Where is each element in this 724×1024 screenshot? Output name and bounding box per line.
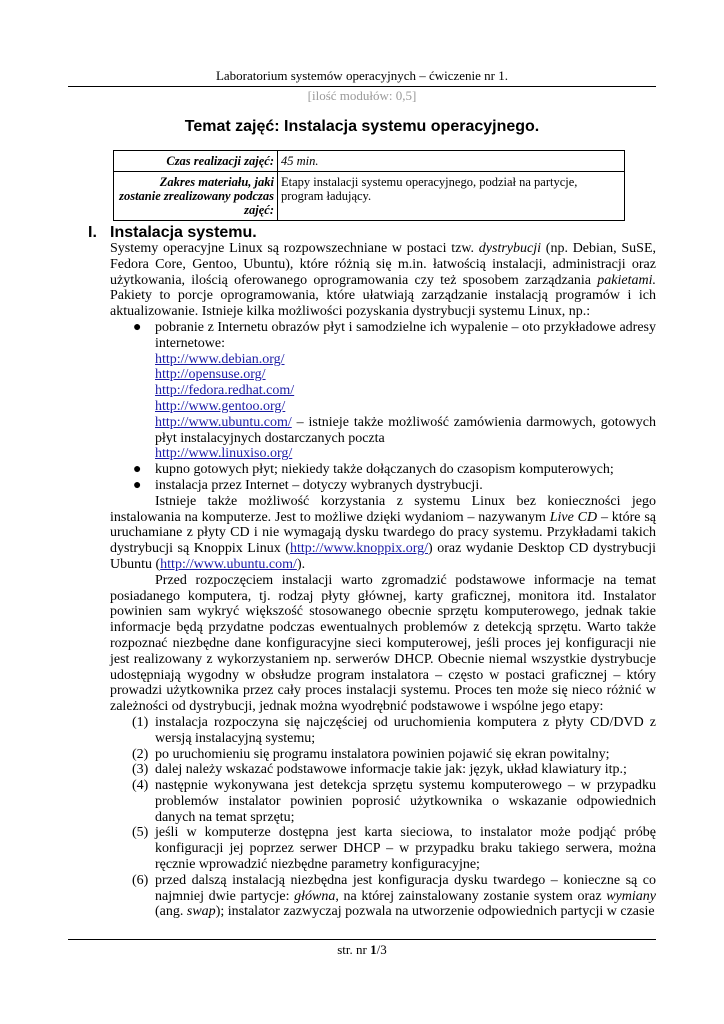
page-title: Temat zajęć: Instalacja systemu operacyjnego. bbox=[184, 118, 540, 135]
text: , na której zainstalowany zostanie system oraz bbox=[335, 888, 607, 904]
bullet-icon: ● bbox=[133, 462, 142, 478]
list-item bbox=[110, 478, 656, 494]
list-item bbox=[110, 778, 656, 825]
text: Pakiety to porcje oprogramowania, które ułatwiają zarządzanie instalacją programów i ich aktualizowanie. Istnieje kilka możliwości pozyskania dystrybucji systemu Linux, np.: bbox=[110, 288, 656, 320]
list-item bbox=[110, 320, 656, 462]
footer-divider bbox=[68, 939, 656, 940]
bullet-icon: ● bbox=[133, 319, 142, 335]
link-ubuntu[interactable]: http://www.ubuntu.com/ bbox=[155, 414, 292, 430]
intro-paragraph bbox=[110, 241, 656, 320]
emphasis: swap bbox=[186, 904, 216, 920]
list-item bbox=[110, 747, 656, 763]
step-number: (2) bbox=[132, 746, 149, 762]
emphasis: główna bbox=[294, 888, 336, 904]
link-opensuse[interactable]: http://opensuse.org/ bbox=[155, 367, 266, 383]
current-page: 1 bbox=[370, 942, 377, 957]
link-ubuntu-desktop[interactable]: http://www.ubuntu.com/ bbox=[160, 556, 297, 572]
table-key: Czas realizacji zajęć: bbox=[114, 151, 278, 172]
text: (ang. bbox=[155, 904, 187, 920]
list-item bbox=[110, 462, 656, 478]
step-number: (1) bbox=[132, 714, 149, 730]
link-fedora[interactable]: http://fedora.redhat.com/ bbox=[155, 383, 295, 399]
info-table bbox=[113, 150, 625, 221]
list-item bbox=[110, 873, 656, 920]
list-item bbox=[110, 825, 656, 872]
emphasis: wymiany bbox=[606, 888, 656, 904]
step-number: (3) bbox=[132, 762, 149, 778]
bullet-icon: ● bbox=[133, 477, 142, 493]
text: /3 bbox=[376, 942, 387, 957]
bullet-list bbox=[110, 320, 656, 494]
text: następnie wykonywana jest detekcja sprzętu systemu komputerowego – w przypadku problemów instalator powinien poprosić użytkownika o wskazanie odpowiednich danych na temat sprzętu; bbox=[155, 778, 656, 825]
link-debian[interactable]: http://www.debian.org/ bbox=[155, 351, 285, 367]
text: ). bbox=[296, 556, 306, 572]
section-heading bbox=[88, 224, 257, 242]
emphasis: dystrybucji bbox=[478, 241, 542, 256]
text: – istnieje także możliwość zamówienia darmowych, gotowych płyt instalacyjnych dostarczanych poczta bbox=[155, 414, 656, 446]
text: po uruchomieniu się programu instalatora powinien pojawić się ekran powitalny; bbox=[155, 746, 610, 762]
table-row bbox=[114, 151, 625, 172]
section-title: Instalacja systemu. bbox=[110, 224, 257, 241]
text: przed dalszą instalacją niezbędna jest konfiguracja dysku twardego – konieczne są co najmniej dwie partycje: bbox=[155, 872, 656, 904]
emphasis: Live CD bbox=[549, 509, 598, 525]
list-item bbox=[110, 762, 656, 778]
link-linuxiso[interactable]: http://www.linuxiso.org/ bbox=[155, 446, 293, 462]
step-number: (4) bbox=[132, 778, 149, 794]
list-item bbox=[110, 715, 656, 747]
text: jeśli w komputerze dostępna jest karta sieciowa, to instalator może podjąć próbę konfiguracji jej poprzez serwer DHCP – w przypadku braku takiego serwera, można ręcznie wprowadzić niezbędne parametry konfiguracyjne; bbox=[155, 825, 656, 873]
text: Istnieje także możliwość korzystania z systemu Linux bez konieczności jego instalowania na komputerze. Jest to możliwe dzięki wydaniom – nazywanym bbox=[110, 493, 656, 525]
text: str. nr bbox=[337, 942, 371, 957]
text: dalej należy wskazać podstawowe informacje takie jak: język, układ klawiatury itp.; bbox=[155, 762, 627, 778]
document-body bbox=[110, 241, 656, 920]
text: kupno gotowych płyt; niekiedy także dołączanych do czasopism komputerowych; bbox=[155, 462, 614, 478]
table-key: Zakres materiału, jaki zostanie zrealizowany podczas zajęć: bbox=[114, 172, 278, 221]
modules-count: [ilość modułów: 0,5] bbox=[307, 88, 417, 103]
text: instalacja przez Internet – dotyczy wybranych dystrybucji. bbox=[155, 477, 483, 493]
page-number bbox=[68, 942, 656, 958]
table-value: Etapy instalacji systemu operacyjnego, podział na partycje, program ładujący. bbox=[278, 172, 625, 221]
text: ); instalator zazwyczaj pozwala na utworzenie odpowiednich partycji w czasie bbox=[215, 904, 655, 920]
header-divider bbox=[68, 86, 656, 87]
text: (np. Debian, SuSE, Fedora Core, Gentoo, Ubuntu), które różnią się m.in. łatwością instalacji, administracji oraz użytkowania, ilością oferowanego oprogramowania czy też sposobem zarządzania bbox=[110, 241, 657, 288]
link-gentoo[interactable]: http://www.gentoo.org/ bbox=[155, 398, 286, 414]
table-row bbox=[114, 172, 625, 221]
emphasis: pakietami. bbox=[597, 272, 656, 288]
preparation-paragraph: Przed rozpoczęciem instalacji warto zgromadzić podstawowe informacje na temat posiadanego komputera, tj. rodzaj płyty głównej, karty graficznej, monitora itd. Instalator powinien sam wykryć większość stosowanego obecnie sprzętu komputerowego, jednak takie informacje będą przydatne podczas ewentualnych problemów z detekcją sprzętu. Warto także rozpoznać niezbędne dane konfiguracyjne sieci komputerowej, jeśli proces jej konfiguracji nie jest realizowany z wykorzystaniem np. serwerów DHCP. Obecnie niemal wszystkie dystrybucje udostępniają wygodny w obsłudze program instalatora – często w postaci graficznej – który prowadzi użytkownika przez cały proces instalacji systemu. Proces ten może się nieco różnić w zależności od dystrybucji, jednak można wyodrębnić podstawowe i wspólne jego etapy: bbox=[110, 572, 656, 715]
running-header: Laboratorium systemów operacyjnych – ćwiczenie nr 1. bbox=[215, 68, 509, 83]
text: ) oraz wydanie Desktop CD dystrybucji Ubuntu ( bbox=[110, 541, 656, 572]
text: Systemy operacyjne Linux są rozpowszechniane w postaci tzw. bbox=[110, 241, 479, 256]
steps-list bbox=[110, 715, 656, 920]
step-number: (5) bbox=[132, 825, 149, 841]
link-list bbox=[155, 352, 656, 415]
livecd-paragraph bbox=[110, 494, 656, 573]
link-knoppix[interactable]: http://www.knoppix.org/ bbox=[289, 541, 428, 557]
section-number: I. bbox=[88, 224, 97, 241]
text: pobranie z Internetu obrazów płyt i samodzielne ich wypalenie – oto przykładowe adresy internetowe: bbox=[155, 319, 656, 351]
step-number: (6) bbox=[132, 872, 149, 888]
text: instalacja rozpoczyna się najczęściej od uruchomienia komputera z płyty CD/DVD z wersją instalacyjną systemu; bbox=[155, 714, 656, 746]
table-value: 45 min. bbox=[278, 151, 625, 172]
text: – które są uruchamiane z płyty CD i nie wymagają dysku twardego do pracy systemu. Przykładami takich dystrybucji są Knoppix Linux ( bbox=[110, 509, 656, 557]
